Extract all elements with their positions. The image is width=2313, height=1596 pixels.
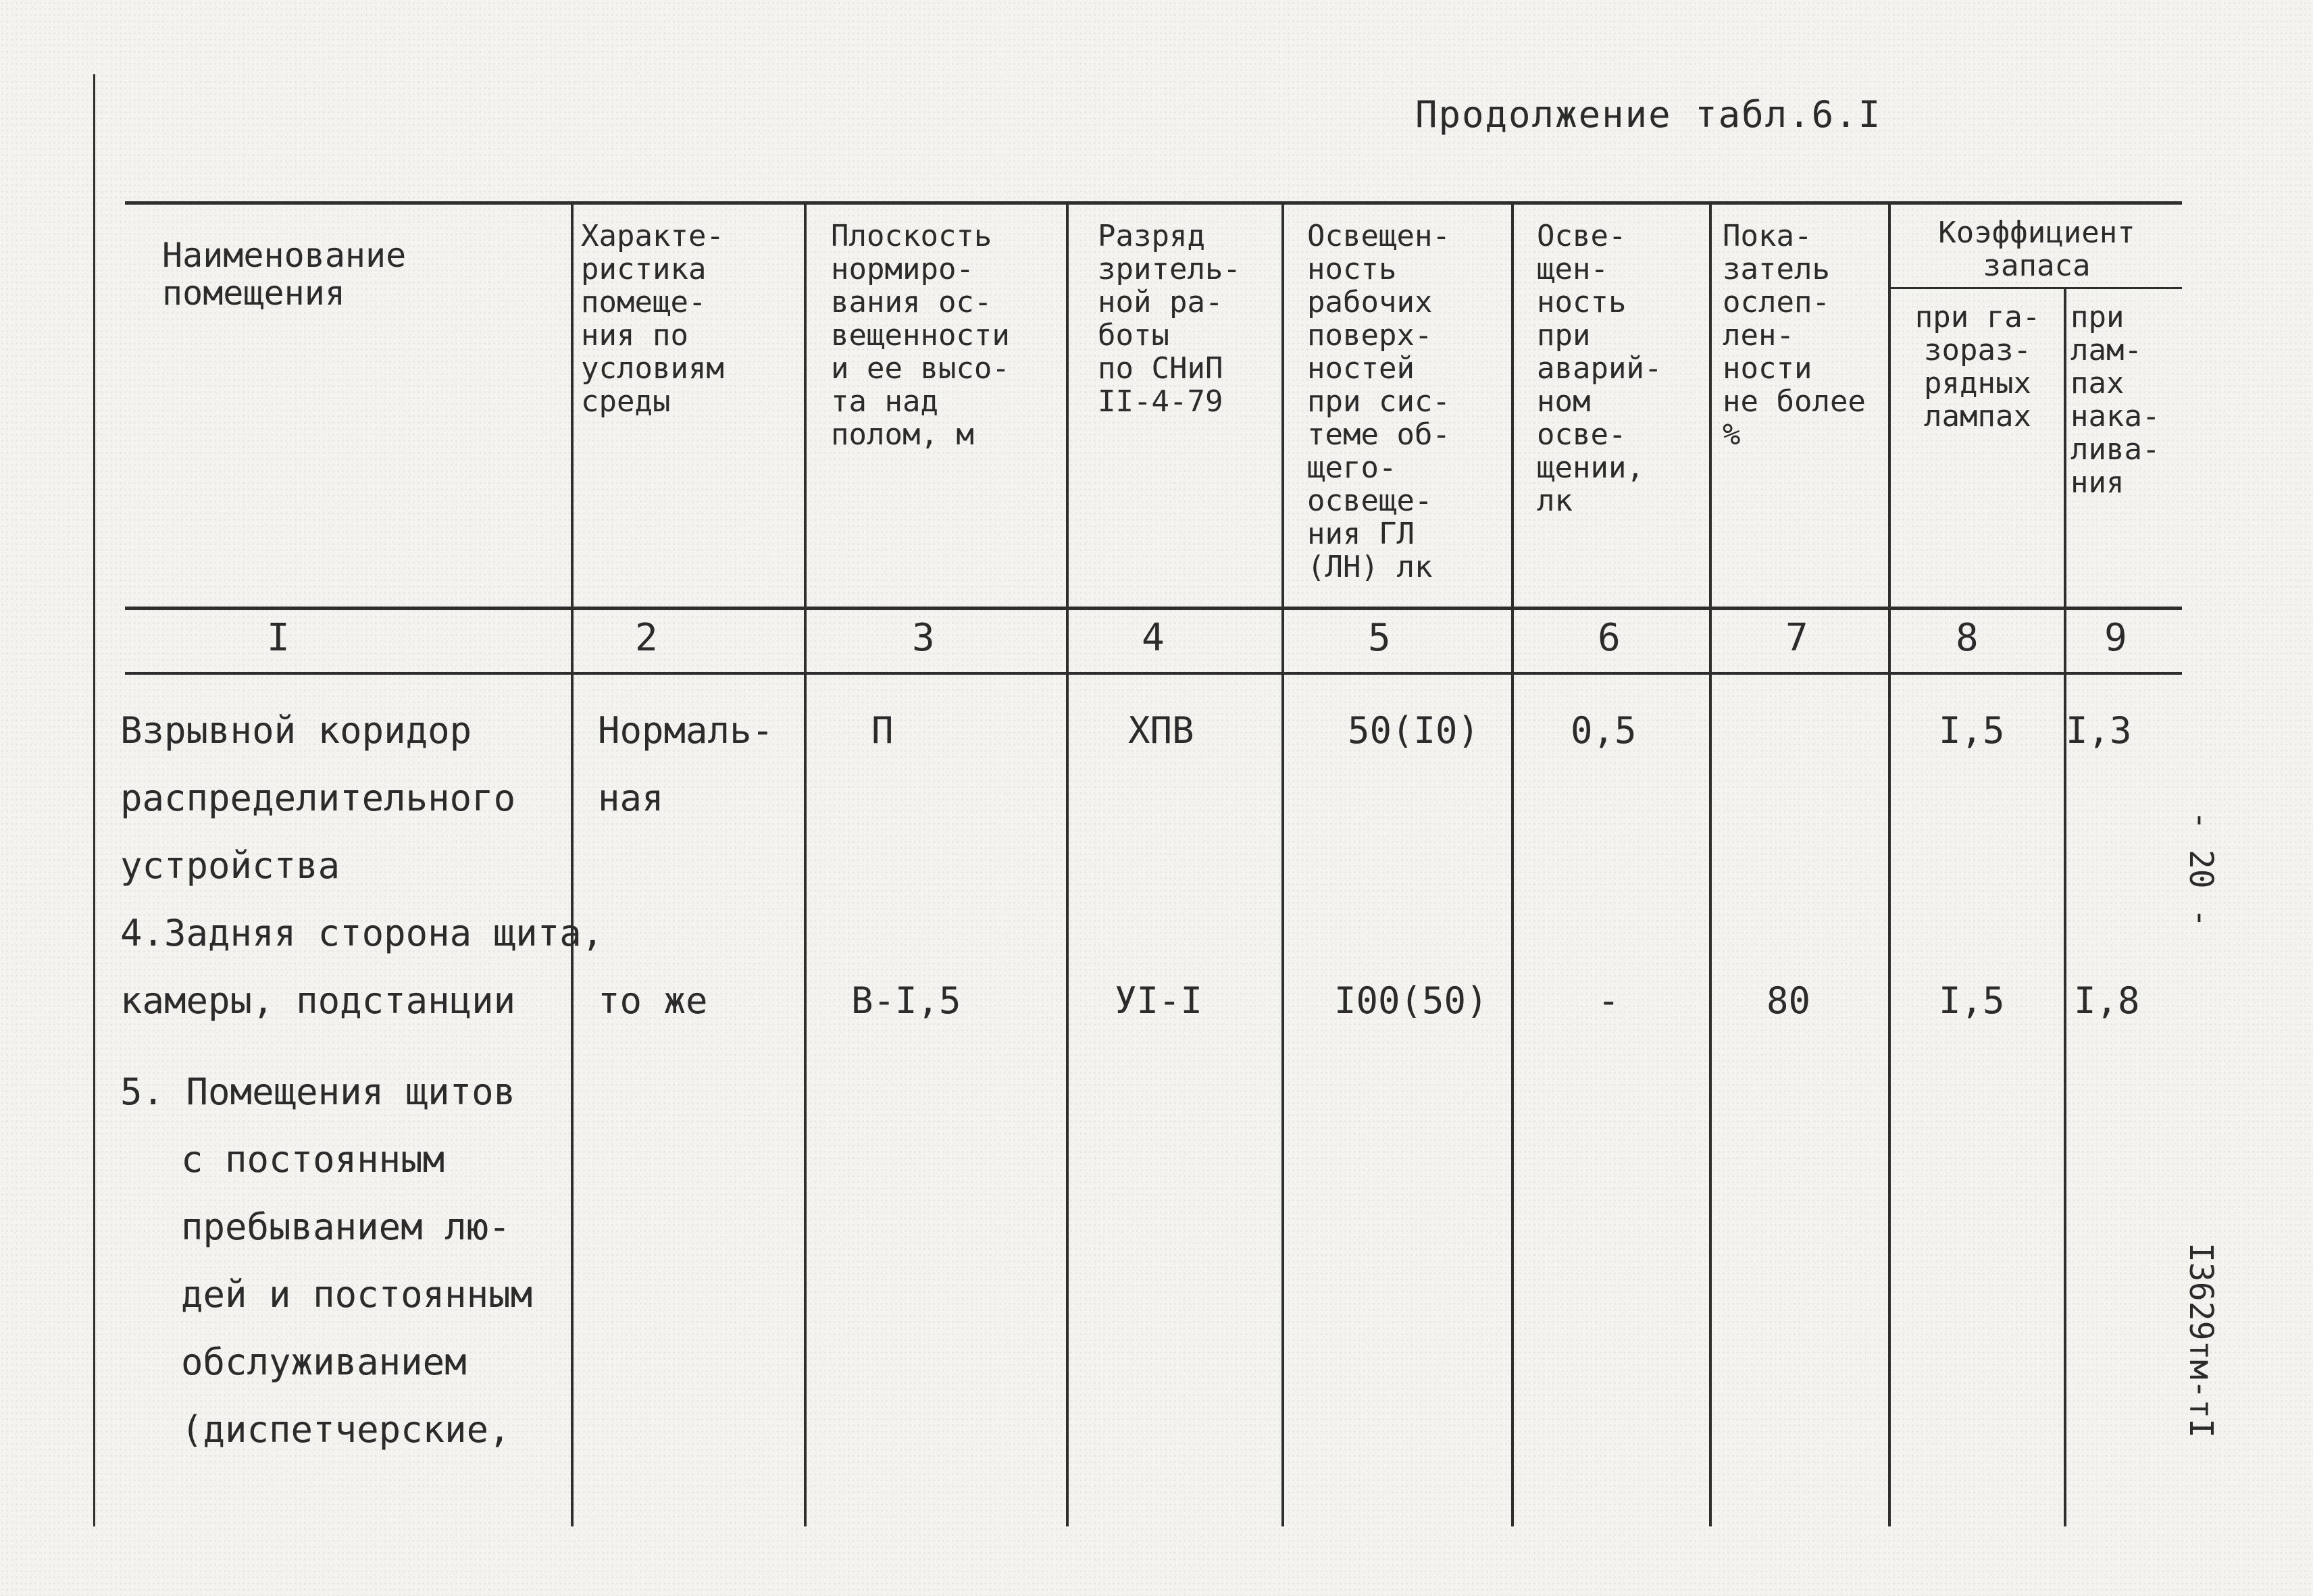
table-top-rule — [125, 201, 2182, 205]
column-number: 9 — [2104, 616, 2127, 660]
row3-name-line: дей и постоянным — [181, 1273, 533, 1316]
row2-emergency: - — [1598, 979, 1620, 1022]
row2-coef-incandescent: I,8 — [2074, 979, 2140, 1022]
col-line-6 — [1709, 203, 1712, 1526]
col-line-4 — [1281, 203, 1284, 1526]
row2-glare: 80 — [1766, 979, 1811, 1022]
row1-illuminance: 50(I0) — [1348, 709, 1480, 752]
margin-line — [93, 74, 95, 1526]
page-number: - 20 - — [2182, 810, 2220, 928]
header-normalization-plane: Плоскость нормиро- вания ос- вещенности и ее высо- та над полом, м — [831, 219, 1010, 452]
row1-emergency: 0,5 — [1571, 709, 1637, 752]
row2-name-line: 4.Задняя сторона щита, — [120, 912, 604, 954]
col-line-7 — [1888, 203, 1891, 1526]
column-number: 4 — [1142, 616, 1165, 660]
header-glare-index: Пока- затель ослеп- лен- ности не более % — [1723, 219, 1866, 452]
row1-work-class: ХПВ — [1128, 709, 1194, 752]
header-visual-work-class: Разряд зритель- ной ра- боты по СНиП II-4-79 — [1098, 219, 1241, 419]
column-number: 2 — [635, 616, 658, 660]
row1-coef-incandescent: I,3 — [2066, 709, 2132, 752]
row3-name-line: обслуживанием — [181, 1341, 467, 1383]
col-line-5 — [1511, 203, 1514, 1526]
column-number: 8 — [1956, 616, 1979, 660]
row1-coef-discharge: I,5 — [1939, 709, 2005, 752]
document-code: I3629тм-тI — [2182, 1243, 2220, 1438]
header-emergency-illuminance: Осве- щен- ность при аварий- ном осве- щении, лк — [1537, 219, 1662, 518]
header-bottom-rule — [125, 607, 2182, 610]
header-discharge-lamps: при га- зораз- рядных лампах — [1914, 300, 2041, 434]
row3-name-line: пребыванием лю- — [181, 1206, 511, 1248]
col-line-1 — [571, 203, 574, 1526]
column-number: I — [267, 616, 290, 660]
header-environment: Характе- ристика помеще- ния по условиям среды — [581, 219, 724, 419]
column-number-rule — [125, 672, 2182, 675]
column-number: 3 — [912, 616, 935, 660]
header-safety-factor: Коэффициент запаса — [1938, 215, 2135, 283]
column-number: 7 — [1785, 616, 1808, 660]
column-number: 6 — [1598, 616, 1621, 660]
table-caption: Продолжение табл.6.I — [1415, 93, 1882, 136]
row2-plane: В-I,5 — [851, 979, 961, 1022]
row1-name-line: устройства — [120, 844, 340, 887]
row1-plane: П — [871, 709, 894, 752]
row2-coef-discharge: I,5 — [1939, 979, 2005, 1022]
row2-name-line: камеры, подстанции — [120, 979, 516, 1022]
header-work-surface-illuminance: Освещен- ность рабочих поверх- ностей при сис- теме об- щего- освеще- ния ГЛ (ЛН) лк — [1307, 219, 1450, 584]
row1-environment: Нормаль- — [598, 709, 774, 752]
header-room-name: Наименование помещения — [162, 236, 407, 313]
row2-work-class: УI-I — [1115, 979, 1203, 1022]
col-line-3 — [1066, 203, 1069, 1526]
header-incandescent-lamps: при лам- пах нака- лива- ния — [2070, 300, 2160, 500]
row1-environment: ная — [598, 777, 664, 819]
coef-header-rule — [1888, 287, 2182, 289]
row1-name-line: Взрывной коридор — [120, 709, 472, 752]
column-number: 5 — [1368, 616, 1391, 660]
row3-name-line: (диспетчерские, — [181, 1408, 511, 1451]
row2-illuminance: I00(50) — [1334, 979, 1488, 1022]
col-line-2 — [804, 203, 807, 1526]
row2-environment: то же — [598, 979, 708, 1022]
col-line-8 — [2064, 287, 2066, 1526]
row3-name-line: с постоянным — [181, 1138, 445, 1181]
row3-name-line: 5. Помещения щитов — [120, 1071, 516, 1113]
row1-name-line: распределительного — [120, 777, 516, 819]
